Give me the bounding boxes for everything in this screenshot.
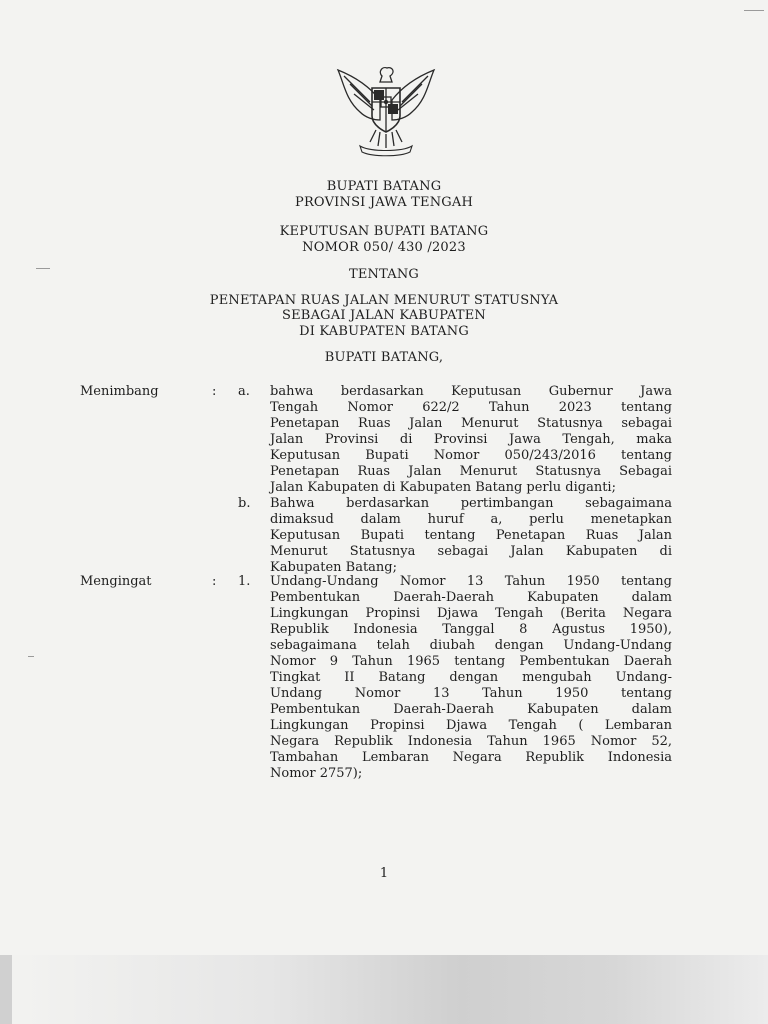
- text-line: Nomor 9 Tahun 1965 tentang Pembentukan Daerah: [270, 654, 672, 669]
- text-line: Tingkat II Batang dengan mengubah Undang-: [270, 670, 672, 685]
- text-line: Republik Indonesia Tanggal 8 Agustus 1950),: [270, 622, 672, 637]
- page-number: 1: [379, 866, 389, 881]
- mengingat-item-1-text: [270, 574, 672, 782]
- scan-edge: [0, 955, 12, 1024]
- text-line: Bahwa berdasarkan pertimbangan sebagaimana: [270, 496, 672, 511]
- text-line: Tengah Nomor 622/2 Tahun 2023 tentang: [270, 400, 672, 415]
- text-line: Keputusan Bupati tentang Penetapan Ruas Jalan: [270, 528, 672, 543]
- about-heading: TENTANG: [348, 267, 420, 282]
- text-line: Kabupaten Batang;: [270, 560, 398, 575]
- text-line: Keputusan Bupati Nomor 050/243/2016 tentang: [270, 448, 672, 463]
- decree-title: KEPUTUSAN BUPATI BATANG: [279, 224, 489, 239]
- text-line: Lingkungan Propinsi Djawa Tengah ( Lembaran: [270, 718, 672, 733]
- text-line: Menurut Statusnya sebagai Jalan Kabupaten di: [270, 544, 672, 559]
- mengingat-label: Mengingat: [80, 574, 152, 589]
- subject-line-2: SEBAGAI JALAN KABUPATEN: [282, 308, 486, 323]
- text-line: Jalan Provinsi di Provinsi Jawa Tengah, maka: [270, 432, 672, 447]
- text-line: Pembentukan Daerah-Daerah Kabupaten dalam: [270, 590, 672, 605]
- text-line: dimaksud dalam huruf a, perlu menetapkan: [270, 512, 672, 527]
- text-line: Penetapan Ruas Jalan Menurut Statusnya sebagai: [270, 416, 672, 431]
- garuda-emblem-icon: [330, 62, 442, 162]
- text-line: Negara Republik Indonesia Tahun 1965 Nomor 52,: [270, 734, 672, 749]
- text-line: Undang-Undang Nomor 13 Tahun 1950 tentang: [270, 574, 672, 589]
- mengingat-item-1-marker: 1.: [238, 574, 251, 589]
- scan-speck: [28, 656, 34, 657]
- menimbang-colon: :: [212, 384, 217, 399]
- regent-title: BUPATI BATANG: [326, 179, 442, 194]
- subject-line-1: PENETAPAN RUAS JALAN MENURUT STATUSNYA: [209, 293, 559, 308]
- scan-speck: [744, 10, 764, 11]
- authority-line: BUPATI BATANG,: [324, 350, 444, 365]
- menimbang-label: Menimbang: [80, 384, 159, 399]
- menimbang-item-a-text: [270, 384, 672, 496]
- text-line: Nomor 2757);: [270, 766, 363, 781]
- text-line: bahwa berdasarkan Keputusan Gubernur Jawa: [270, 384, 672, 399]
- text-line: Pembentukan Daerah-Daerah Kabupaten dalam: [270, 702, 672, 717]
- text-line: Jalan Kabupaten di Kabupaten Batang perlu diganti;: [270, 480, 616, 495]
- decree-number: NOMOR 050/ 430 /2023: [302, 240, 466, 255]
- subject-line-3: DI KABUPATEN BATANG: [299, 324, 469, 339]
- scan-shadow: [0, 955, 768, 1024]
- text-line: Penetapan Ruas Jalan Menurut Statusnya Sebagai: [270, 464, 672, 479]
- province-title: PROVINSI JAWA TENGAH: [295, 195, 473, 210]
- mengingat-colon: :: [212, 574, 217, 589]
- menimbang-item-b-text: [270, 496, 672, 576]
- text-line: sebagaimana telah diubah dengan Undang-Undang: [270, 638, 672, 653]
- text-line: Tambahan Lembaran Negara Republik Indonesia: [270, 750, 672, 765]
- scan-speck: [36, 268, 50, 269]
- menimbang-item-a-marker: a.: [238, 384, 250, 399]
- text-line: Lingkungan Propinsi Djawa Tengah (Berita Negara: [270, 606, 672, 621]
- text-line: Undang Nomor 13 Tahun 1950 tentang: [270, 686, 672, 701]
- menimbang-item-b-marker: b.: [238, 496, 251, 511]
